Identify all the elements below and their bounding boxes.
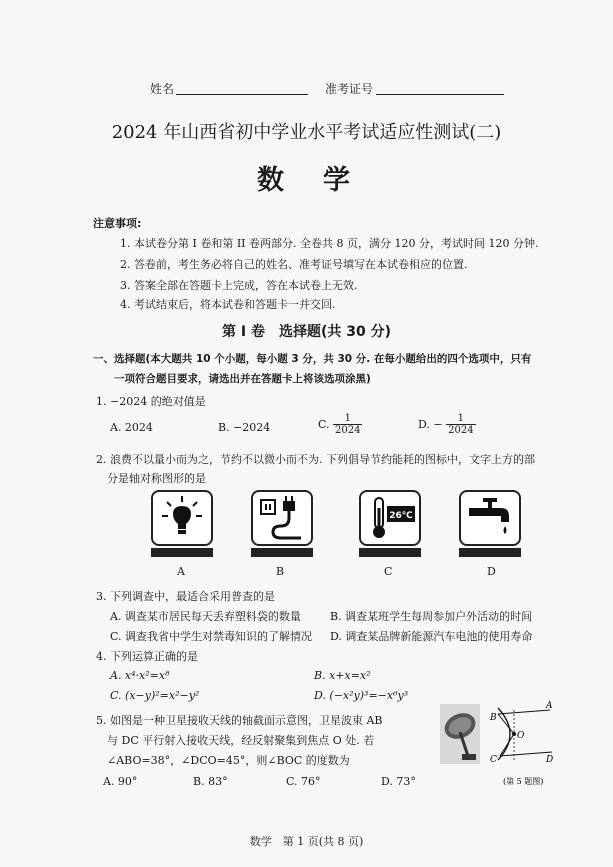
exam-title: 2024 年山西省初中学业水平考试适应性测试(二) (111, 122, 502, 143)
q5-label-c: C (490, 755, 497, 765)
q3-stem: 3. 下列调查中，最适合采用普查的是 (96, 590, 275, 603)
q2-stem-line1: 2. 浪费不以量小而为之，节约不以微小而不为. 下列倡导节约能耗的图标中，文字上方的部 (96, 453, 535, 466)
name-field[interactable] (176, 94, 308, 95)
icon-d-letter: D (487, 565, 496, 578)
q2-stem-line2: 分是轴对称图形的是 (96, 472, 206, 485)
icon-b-letter: B (276, 565, 285, 578)
q3-option-b: B. 调查某班学生每周参加户外活动的时间 (330, 610, 533, 623)
notice-item: 3. 答案全部在答题卡上完成，答在本试卷上无效. (120, 279, 358, 292)
q1-option-c: C. $\frac{1}{2024}$ (318, 413, 361, 436)
unplug-icon (251, 490, 313, 546)
notice-item: 2. 答卷前，考生务必将自己的姓名、准考证号填写在本试卷相应的位置. (120, 258, 468, 271)
light-bulb-icon (151, 490, 213, 546)
faucet-icon (459, 490, 521, 546)
instructions-line: 一项符合题目要求，请选出并在答题卡上将该选项涂黑) (93, 373, 371, 385)
q1-option-d: D. − $\frac{1}{2024}$ (418, 413, 474, 436)
q3-option-c: C. 调查我省中学生对禁毒知识的了解情况 (110, 630, 313, 643)
q3-option-a: A. 调查某市居民每天丢弃塑料袋的数量 (110, 610, 301, 623)
q5-figure (438, 700, 568, 790)
icon-a-letter: A (177, 565, 185, 578)
q5-line1: 5. 如图是一种卫星接收天线的轴截面示意图，卫星波束 AB (96, 714, 383, 727)
notice-item: 4. 考试结束后，将本试卷和答题卡一并交回. (120, 298, 336, 311)
exam-id-label: 准考证号 (325, 82, 374, 96)
q3-option-d: D. 调查某品牌新能源汽车电池的使用寿命 (330, 630, 533, 643)
q5-option-c: C. 76° (286, 775, 321, 788)
q4-option-b: B. x+x=x² (314, 669, 371, 682)
subject-title: 数 学 (257, 165, 356, 196)
q5-label-o: O (517, 731, 525, 741)
q5-label-b: B (490, 713, 497, 723)
q5-label-d: D (546, 755, 554, 765)
q4-option-c: C. (x−y)²=x²−y² (110, 689, 200, 702)
q5-line2: 与 DC 平行射入接收天线，经反射聚集到焦点 O 处. 若 (96, 734, 375, 747)
q5-line3: ∠ABO=38°，∠DCO=45°，则∠BOC 的度数为 (96, 754, 350, 767)
q5-label-a: A (546, 701, 553, 711)
q4-option-d: D. (−x²y)³=−x⁶y³ (314, 689, 409, 702)
thermometer-icon (359, 490, 421, 546)
icon-c-caption-bar (359, 548, 421, 557)
thermometer-temp: 26℃ (389, 511, 413, 521)
section-title: 第 I 卷 选择题(共 30 分) (222, 324, 391, 340)
icon-c-letter: C (384, 565, 393, 578)
q4-stem: 4. 下列运算正确的是 (96, 650, 198, 663)
q4-option-a: A. x⁴·x²=x⁸ (110, 669, 170, 682)
q5-option-d: D. 73° (381, 775, 416, 788)
q5-option-b: B. 83° (193, 775, 228, 788)
icon-b-caption-bar (251, 548, 313, 557)
q1-stem: 1. −2024 的绝对值是 (96, 395, 206, 408)
icon-a-caption-bar (151, 548, 213, 557)
q5-figure-caption: (第 5 题图) (503, 777, 544, 786)
q1-option-a: A. 2024 (110, 421, 153, 434)
icon-d-caption-bar (459, 548, 521, 557)
name-label: 姓名 (150, 82, 175, 96)
exam-id-field[interactable] (376, 94, 504, 95)
page-footer: 数学 第 1 页(共 8 页) (249, 835, 364, 848)
q5-option-a: A. 90° (103, 775, 138, 788)
notice-heading: 注意事项: (93, 217, 142, 230)
notice-item: 1. 本试卷分第 I 卷和第 II 卷两部分. 全卷共 8 页，满分 120 分，考试时间 120 分钟. (120, 237, 539, 250)
q1-option-b: B. −2024 (218, 421, 271, 434)
instructions-line: 一、选择题(本大题共 10 个小题，每小题 3 分，共 30 分. 在每小题给出的四个选项中，只有 (93, 353, 532, 365)
